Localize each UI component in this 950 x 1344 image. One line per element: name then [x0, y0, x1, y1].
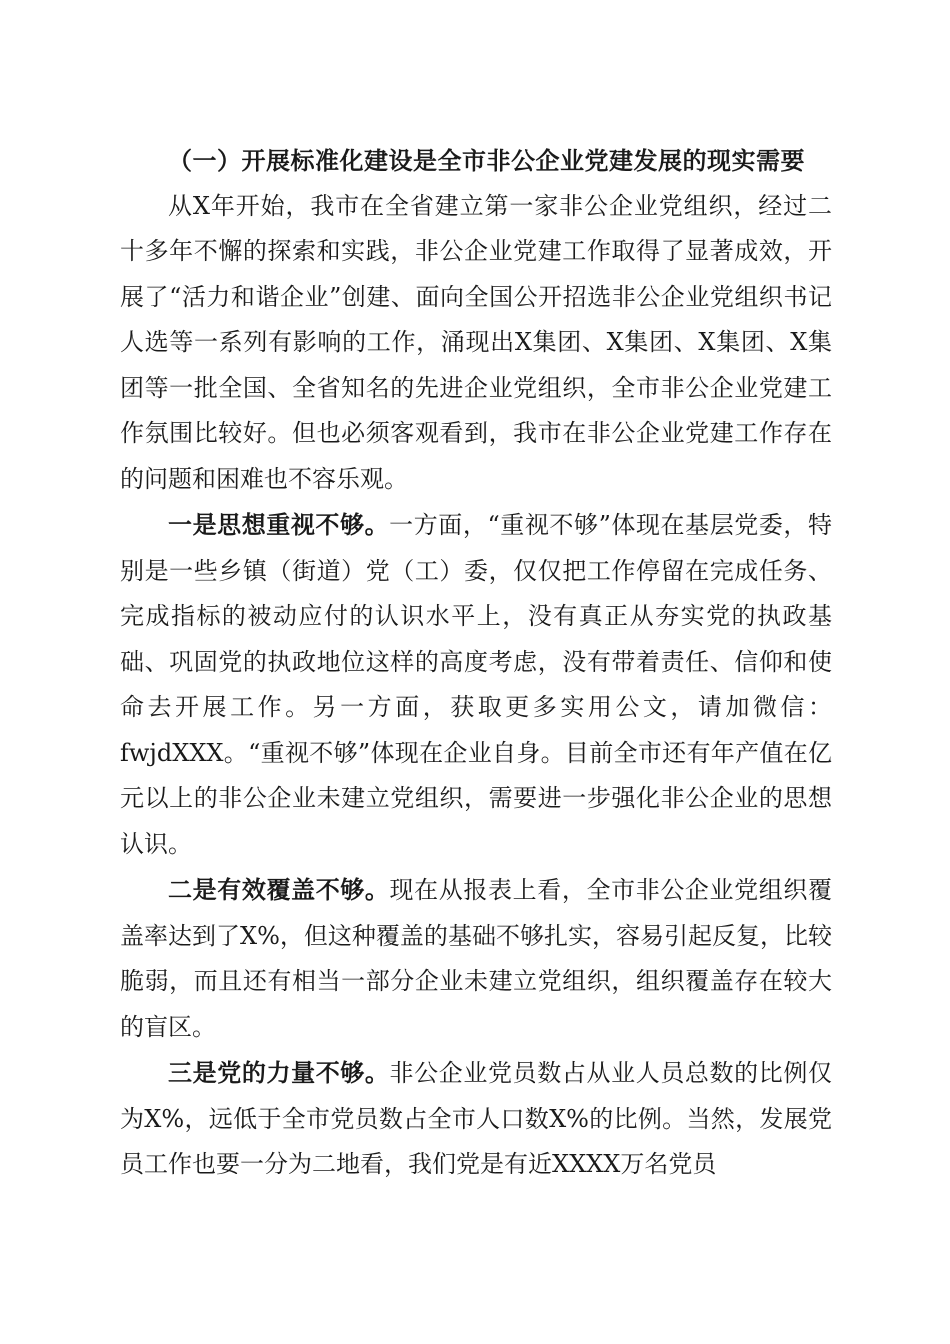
section-heading: （一）开展标准化建设是全市非公企业党建发展的现实需要 [168, 146, 805, 175]
paragraph-lead: 三是党的力量不够。 [168, 1058, 390, 1087]
paragraph-lead: 二是有效覆盖不够。 [168, 875, 390, 904]
paragraph-ideology [120, 502, 832, 867]
paragraph-strength [120, 1050, 832, 1188]
paragraph-text: 从X年开始，我市在全省建立第一家非公企业党组织，经过二十多年不懈的探索和实践，非公企业党建工作取得了显著成效，开展了“活力和谐企业”创建、面向全国公开招选非公企业党组织书记人选等一系列有影响的工作，涌现出X集团、X集团、X集团、X集团等一批全国、全省知名的先进企业党组织，全市非公企业党建工作氛围比较好。但也必须客观看到，我市在非公企业党建工作存在的问题和困难也不容乐观。 [120, 191, 832, 493]
document-page [120, 138, 832, 1188]
paragraph-intro [120, 184, 832, 503]
paragraph-text: 非公企业党员数占从业人员总数的比例仅为X%，远低于全市党员数占全市人口数X%的比例。当然，发展党员工作也要一分为二地看，我们党是有近XXXX万名党员 [120, 1059, 833, 1178]
paragraph-coverage [120, 867, 832, 1050]
paragraph-lead: 一是思想重视不够。 [168, 510, 390, 539]
paragraph-text: 现在从报表上看，全市非公企业党组织覆盖率达到了X%，但这种覆盖的基础不够扎实，容易引起反复，比较脆弱，而且还有相当一部分企业未建立党组织，组织覆盖存在较大的盲区。 [120, 876, 833, 1041]
paragraph-text: 一方面，“重视不够”体现在基层党委，特别是一些乡镇（街道）党（工）委，仅仅把工作停留在完成任务、完成指标的被动应付的认识水平上，没有真正从夯实党的执政基础、巩固党的执政地位这样的高度考虑，没有带着责任、信仰和使命去开展工作。另一方面，获取更多实用公文，请加微信：fwjdXXX。“重视不够”体现在企业自身。目前全市还有年产值在亿元以上的非公企业未建立党组织，需要进一步强化非公企业的思想认识。 [120, 511, 832, 858]
